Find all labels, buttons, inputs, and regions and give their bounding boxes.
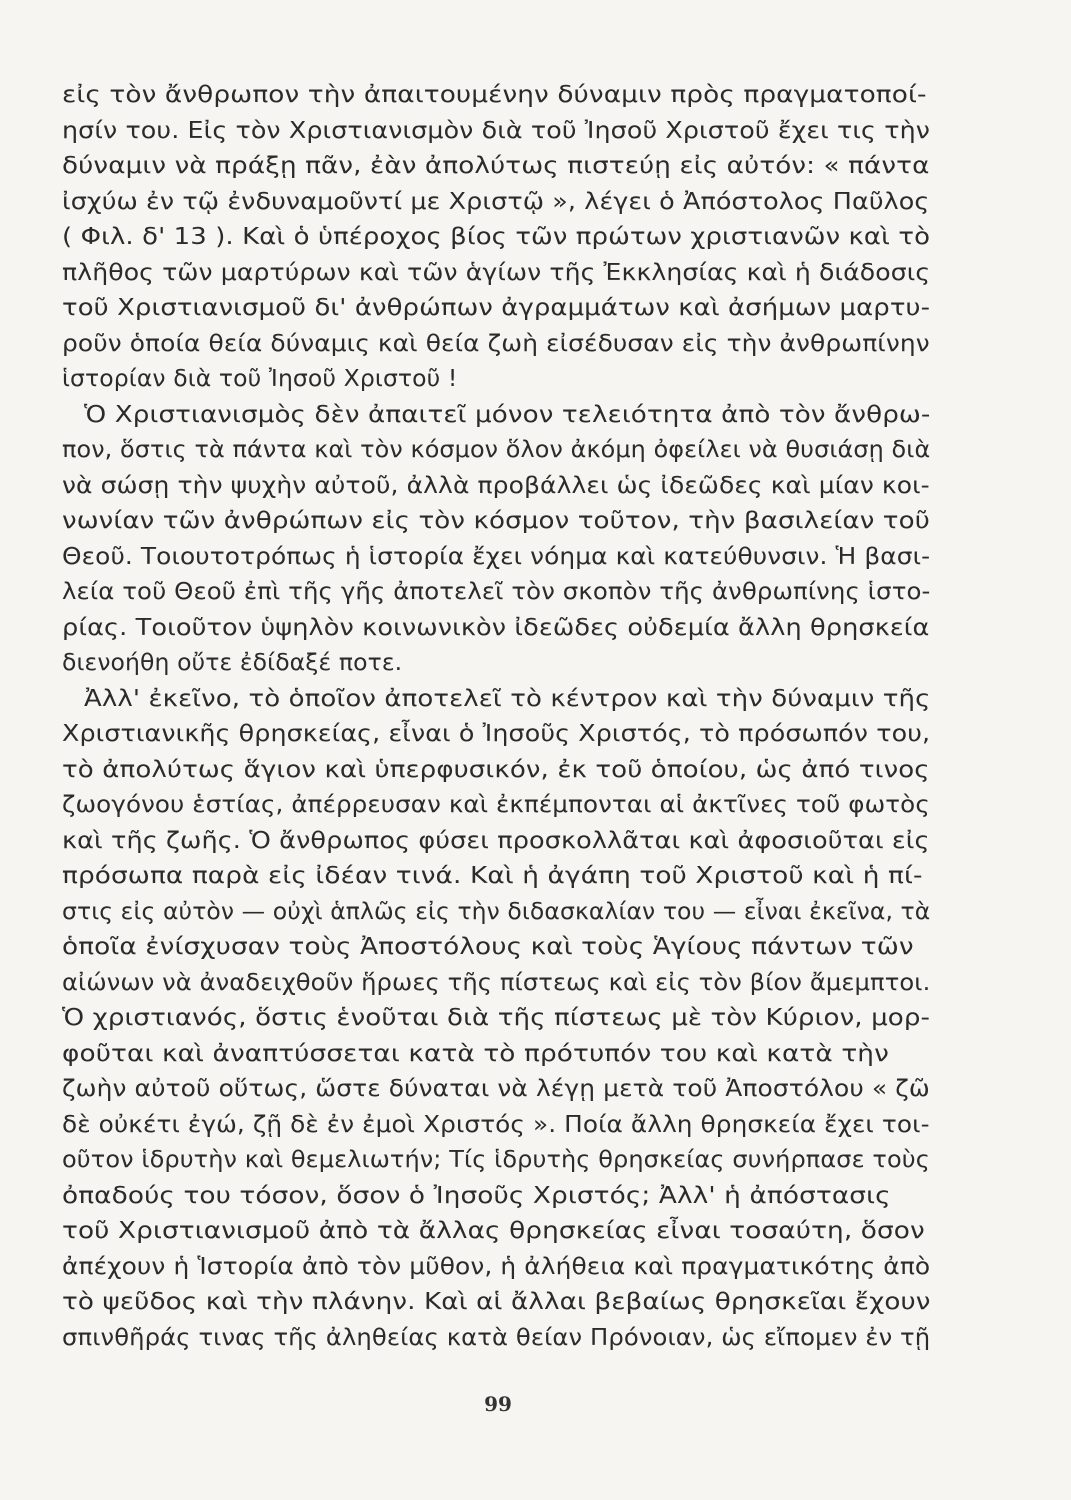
page-number: 99 [484, 1392, 512, 1416]
text-line: ἰσχύω ἐν τῷ ἐνδυναμοῦντί με Χριστῷ », λέγει ὁ Ἀπόστολος Παῦλος [62, 186, 930, 215]
text-line: δύναμιν νὰ πράξῃ πᾶν, ἐὰν ἀπολύτως πιστεύῃ εἰς αὐτόν: « πάντα [62, 151, 930, 179]
text-line: εἰς τὸν ἄνθρωπον τὴν ἀπαιτουμένην δύναμιν πρὸς πραγματοποί- [62, 80, 927, 108]
text-line: ὁποῖα ἐνίσχυσαν τοὺς Ἀποστόλους καὶ τοὺς Ἁγίους πάντων τῶν [62, 932, 914, 960]
text-line: ρίας. Τοιοῦτον ὑψηλὸν κοινωνικὸν ἰδεῶδες οὐδεμία ἄλλη θρησκεία [62, 612, 930, 641]
text-line: ( Φιλ. δ' 13 ). Καὶ ὁ ὑπέροχος βίος τῶν πρώτων χριστιανῶν καὶ τὸ [62, 222, 931, 250]
text-line: ησίν του. Εἰς τὸν Χριστιανισμὸν διὰ τοῦ Ἰησοῦ Χριστοῦ ἔχει τις τὴν [62, 115, 930, 144]
text-line: φοῦται καὶ ἀναπτύσσεται κατὰ τὸ πρότυπόν του καὶ κατὰ τὴν [62, 1038, 889, 1067]
text-line: αἰώνων νὰ ἀναδειχθοῦν ἥρωες τῆς πίστεως καὶ εἰς τὸν βίον ἄμεμπτοι. [62, 967, 931, 996]
text-line: διενοήθη οὔτε ἐδίδαξέ ποτε. [62, 648, 403, 676]
text-line: Ὁ Χριστιανισμὸς δὲν ἀπαιτεῖ μόνον τελειότητα ἀπὸ τὸν ἄνθρω- [84, 399, 931, 428]
text-line: νὰ σώσῃ τὴν ψυχὴν αὐτοῦ, ἀλλὰ προβάλλει ὡς ἰδεῶδες καὶ μίαν κοι- [62, 470, 930, 499]
text-line: ζωὴν αὐτοῦ οὕτως, ὥστε δύναται νὰ λέγῃ μετὰ τοῦ Ἀποστόλου « ζῶ [62, 1074, 930, 1102]
text-line: πρόσωπα παρὰ εἰς ἰδέαν τινά. Καὶ ἡ ἀγάπη τοῦ Χριστοῦ καὶ ἡ πί- [62, 861, 923, 889]
text-line: τὸ ἀπολύτως ἅγιον καὶ ὑπερφυσικόν, ἐκ τοῦ ὁποίου, ὡς ἀπό τινος [62, 754, 930, 783]
text-line: ἀπέχουν ἡ Ἱστορία ἀπὸ τὸν μῦθον, ἡ ἀλήθεια καὶ πραγματικότης ἀπὸ [62, 1251, 931, 1280]
text-line: τοῦ Χριστιανισμοῦ δι' ἀνθρώπων ἀγραμμάτων καὶ ἀσήμων μαρτυ- [62, 293, 931, 321]
text-line: τὸ ψεῦδος καὶ τὴν πλάνην. Καὶ αἱ ἄλλαι βεβαίως θρησκεῖαι ἔχουν [62, 1287, 931, 1315]
text-line: νωνίαν τῶν ἀνθρώπων εἰς τὸν κόσμον τοῦτον, τὴν βασιλείαν τοῦ [62, 506, 930, 534]
text-line: Ὁ χριστιανός, ὅστις ἑνοῦται διὰ τῆς πίστεως μὲ τὸν Κύριον, μορ- [62, 1003, 931, 1031]
text-line: Θεοῦ. Τοιουτοτρόπως ἡ ἱστορία ἔχει νόημα καὶ κατεύθυνσιν. Ἡ βασι- [62, 541, 931, 570]
text-line: πλῆθος τῶν μαρτύρων καὶ τῶν ἁγίων τῆς Ἐκκλησίας καὶ ἡ διάδοσις [62, 257, 931, 286]
text-line: ἱστορίαν διὰ τοῦ Ἰησοῦ Χριστοῦ ! [62, 364, 458, 392]
text-line: πον, ὅστις τὰ πάντα καὶ τὸν κόσμον ὅλον ἀκόμη ὀφείλει νὰ θυσιάσῃ διὰ [62, 435, 931, 463]
text-line: δὲ οὐκέτι ἐγώ, ζῇ δὲ ἐν ἐμοὶ Χριστός ». Ποία ἄλλη θρησκεία ἔχει τοι- [62, 1109, 930, 1138]
text-line: λεία τοῦ Θεοῦ ἐπὶ τῆς γῆς ἀποτελεῖ τὸν σκοπὸν τῆς ἀνθρωπίνης ἱστο- [62, 577, 931, 605]
text-line: τοῦ Χριστιανισμοῦ ἀπὸ τὰ ἄλλας θρησκείας εἶναι τοσαύτη, ὅσον [62, 1216, 925, 1244]
text-line: καὶ τῆς ζωῆς. Ὁ ἄνθρωπος φύσει προσκολλᾶται καὶ ἀφοσιοῦται εἰς [62, 825, 930, 854]
text-line: οῦτον ἱδρυτὴν καὶ θεμελιωτήν; Τίς ἱδρυτὴς θρησκείας συνήρπασε τοὺς [62, 1145, 930, 1173]
text-line: ροῦν ὁποία θεία δύναμις καὶ θεία ζωὴ εἰσέδυσαν εἰς τὴν ἀνθρωπίνην [62, 328, 930, 357]
text-line: σπινθῆράς τινας τῆς ἀληθείας κατὰ θείαν Πρόνοιαν, ὡς εἴπομεν ἐν τῇ [62, 1322, 931, 1351]
text-line: ὀπαδούς του τόσον, ὅσον ὁ Ἰησοῦς Χριστός; Ἀλλ' ἡ ἀπόστασις [62, 1180, 891, 1209]
text-line: ζωογόνου ἑστίας, ἀπέρρευσαν καὶ ἐκπέμπονται αἱ ἀκτῖνες τοῦ φωτὸς [62, 790, 930, 818]
text-line: Χριστιανικῆς θρησκείας, εἶναι ὁ Ἰησοῦς Χριστός, τὸ πρόσωπόν του, [62, 719, 931, 747]
text-line: στις εἰς αὐτὸν — οὐχὶ ἁπλῶς εἰς τὴν διδασκαλίαν του — εἶναι ἐκεῖνα, τὰ [62, 896, 931, 925]
text-line: Ἀλλ' ἐκεῖνο, τὸ ὁποῖον ἀποτελεῖ τὸ κέντρον καὶ τὴν δύναμιν τῆς [84, 683, 931, 712]
